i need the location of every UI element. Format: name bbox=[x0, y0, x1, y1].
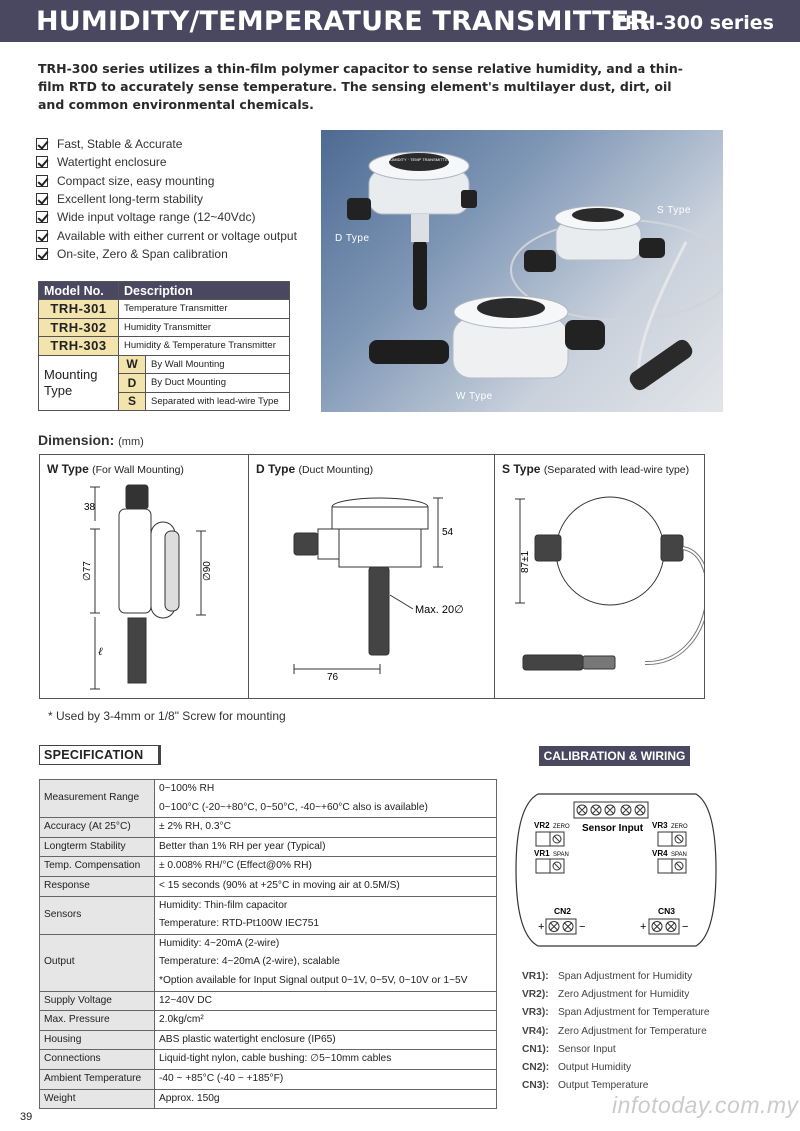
mounting-letter: S bbox=[119, 392, 146, 411]
svg-text:+: + bbox=[538, 921, 545, 933]
table-row bbox=[39, 318, 290, 337]
wiring-diagram bbox=[512, 786, 722, 961]
model-code: TRH-303 bbox=[39, 337, 119, 356]
svg-text:CN3: CN3 bbox=[658, 906, 676, 916]
feature-item: Excellent long-term stability bbox=[36, 190, 297, 208]
svg-text:ℓ: ℓ bbox=[98, 646, 103, 658]
feature-item: On-site, Zero & Span calibration bbox=[36, 245, 297, 263]
list-item: VR1): Span Adjustment for Humidity bbox=[522, 970, 693, 982]
model-description: Humidity Transmitter bbox=[119, 318, 290, 337]
description-col-header: Description bbox=[119, 282, 290, 300]
svg-text:VR3: VR3 bbox=[652, 821, 668, 830]
svg-text:ZERO: ZERO bbox=[671, 824, 688, 830]
mounting-letter: D bbox=[119, 374, 146, 393]
list-item: CN3): Output Temperature bbox=[522, 1080, 649, 1092]
dimension-title: Dimension: (mm) bbox=[38, 432, 144, 448]
checkbox-checked-icon bbox=[36, 211, 48, 223]
table-row: Output Humidity: 4~20mA (2-wire) Temperature: 4~20mA (2-wire), scalable *Option available for Input Signal output 0~1V, 0~5V, 0~10V or 1~5V bbox=[40, 934, 497, 991]
table-row: Sensors Humidity: Thin-film capacitor Temperature: RTD-Pt100W IEC751 bbox=[40, 896, 497, 934]
table-row: Connections Liquid-tight nylon, cable bushing: ∅5~10mm cables bbox=[40, 1050, 497, 1070]
series-label: TRH-300 series bbox=[612, 12, 774, 34]
page-title: HUMIDITY/TEMPERATURE TRANSMITTER bbox=[36, 6, 651, 37]
table-row: Temp. Compensation ± 0.008% RH/°C (Effect@0% RH) bbox=[40, 857, 497, 877]
model-code: TRH-302 bbox=[39, 318, 119, 337]
svg-text:∅90: ∅90 bbox=[202, 561, 213, 581]
mounting-description: By Duct Mounting bbox=[146, 374, 290, 393]
table-row: Supply Voltage 12~40V DC bbox=[40, 991, 497, 1011]
svg-text:ZERO: ZERO bbox=[553, 824, 570, 830]
calibration-wiring-title: CALIBRATION & WIRING bbox=[539, 746, 690, 766]
mounting-note: * Used by 3-4mm or 1/8" Screw for mounting bbox=[48, 709, 286, 723]
checkbox-checked-icon bbox=[36, 248, 48, 260]
w-type-drawing: W Type (For Wall Mounting) 38 ∅77 ∅90 ℓ bbox=[40, 455, 249, 698]
product-photo bbox=[321, 130, 723, 412]
model-table bbox=[38, 281, 290, 411]
feature-item: Available with either current or voltage output bbox=[36, 226, 297, 244]
svg-text:−: − bbox=[682, 921, 689, 933]
svg-text:CN2: CN2 bbox=[554, 906, 572, 916]
feature-list bbox=[36, 135, 297, 263]
svg-text:76: 76 bbox=[327, 672, 339, 683]
table-row: Housing ABS plastic watertight enclosure (IP65) bbox=[40, 1030, 497, 1050]
watermark: infotoday.com.my bbox=[612, 1092, 799, 1118]
mounting-description: Separated with lead-wire Type bbox=[146, 392, 290, 411]
table-row: Weight Approx. 150g bbox=[40, 1089, 497, 1109]
mounting-type-label: Mounting Type bbox=[39, 355, 119, 411]
specification-title: SPECIFICATION bbox=[39, 745, 161, 765]
table-row bbox=[39, 337, 290, 356]
svg-text:Max. 20∅: Max. 20∅ bbox=[415, 604, 464, 616]
table-row: Longterm Stability Better than 1% RH per year (Typical) bbox=[40, 837, 497, 857]
feature-item: Fast, Stable & Accurate bbox=[36, 135, 297, 153]
w-type-diagram bbox=[40, 455, 249, 698]
dimension-drawings bbox=[39, 454, 705, 699]
transmitter-illustration bbox=[321, 130, 723, 412]
w-type-label: W Type bbox=[456, 391, 493, 402]
model-col-header: Model No. bbox=[39, 282, 119, 300]
table-row: Measurement Range 0~100% RH 0~100°C (-20~+80°C, 0~50°C, -40~+60°C also is available) bbox=[40, 780, 497, 818]
svg-text:87±1: 87±1 bbox=[520, 550, 531, 573]
table-row: Max. Pressure 2.0kg/cm² bbox=[40, 1011, 497, 1031]
d-type-label: D Type bbox=[335, 233, 370, 244]
list-item: VR2): Zero Adjustment for Humidity bbox=[522, 988, 690, 1000]
checkbox-checked-icon bbox=[36, 156, 48, 168]
svg-text:VR4: VR4 bbox=[652, 849, 668, 858]
table-row: Accuracy (At 25°C) ± 2% RH, 0.3°C bbox=[40, 818, 497, 838]
model-code: TRH-301 bbox=[39, 300, 119, 319]
d-type-diagram bbox=[249, 455, 495, 698]
intro-paragraph: TRH-300 series utilizes a thin-film polymer capacitor to sense relative humidity, and a thin-film RTD to accurately sense temperature. The sensing element's multilayer dust, dirt, oil and common environmental chemicals. bbox=[38, 61, 683, 112]
table-row bbox=[39, 300, 290, 319]
svg-text:38: 38 bbox=[84, 502, 96, 513]
svg-text:∅77: ∅77 bbox=[82, 561, 93, 581]
mounting-description: By Wall Mounting bbox=[146, 355, 290, 374]
feature-item: Watertight enclosure bbox=[36, 153, 297, 171]
s-type-diagram bbox=[495, 455, 704, 698]
checkbox-checked-icon bbox=[36, 175, 48, 187]
model-description: Temperature Transmitter bbox=[119, 300, 290, 319]
checkbox-checked-icon bbox=[36, 193, 48, 205]
svg-text:−: − bbox=[579, 921, 586, 933]
svg-text:+: + bbox=[640, 921, 647, 933]
model-description: Humidity & Temperature Transmitter bbox=[119, 337, 290, 356]
list-item: VR4): Zero Adjustment for Temperature bbox=[522, 1025, 707, 1037]
wiring-board-diagram bbox=[512, 786, 722, 956]
table-row: Ambient Temperature -40 ~ +85°C (-40 ~ +185°F) bbox=[40, 1069, 497, 1089]
header-bar bbox=[0, 0, 800, 42]
svg-text:HUMIDITY · TEMP TRANSMITTER: HUMIDITY · TEMP TRANSMITTER bbox=[387, 157, 451, 162]
d-type-drawing: D Type (Duct Mounting) 54 Max. 20∅ 76 bbox=[249, 455, 495, 698]
table-row: Response < 15 seconds (90% at +25°C in moving air at 0.5M/S) bbox=[40, 876, 497, 896]
svg-text:VR2: VR2 bbox=[534, 821, 550, 830]
calibration-legend bbox=[522, 967, 710, 1095]
checkbox-checked-icon bbox=[36, 230, 48, 242]
svg-text:SPAN: SPAN bbox=[553, 852, 569, 858]
s-type-drawing: S Type (Separated with lead-wire type) 87±1 bbox=[495, 455, 704, 698]
list-item: CN1): Sensor Input bbox=[522, 1043, 616, 1055]
svg-text:SPAN: SPAN bbox=[671, 852, 687, 858]
svg-text:Sensor Input: Sensor Input bbox=[582, 823, 644, 834]
list-item: VR3): Span Adjustment for Temperature bbox=[522, 1007, 710, 1019]
feature-item: Wide input voltage range (12~40Vdc) bbox=[36, 208, 297, 226]
mounting-letter: W bbox=[119, 355, 146, 374]
table-row bbox=[39, 355, 290, 374]
feature-item: Compact size, easy mounting bbox=[36, 172, 297, 190]
page-number: 39 bbox=[20, 1111, 33, 1123]
specification-table bbox=[39, 779, 497, 1109]
s-type-label: S Type bbox=[657, 205, 691, 216]
svg-text:VR1: VR1 bbox=[534, 849, 550, 858]
svg-text:54: 54 bbox=[442, 527, 454, 538]
list-item: CN2): Output Humidity bbox=[522, 1062, 632, 1074]
checkbox-checked-icon bbox=[36, 138, 48, 150]
